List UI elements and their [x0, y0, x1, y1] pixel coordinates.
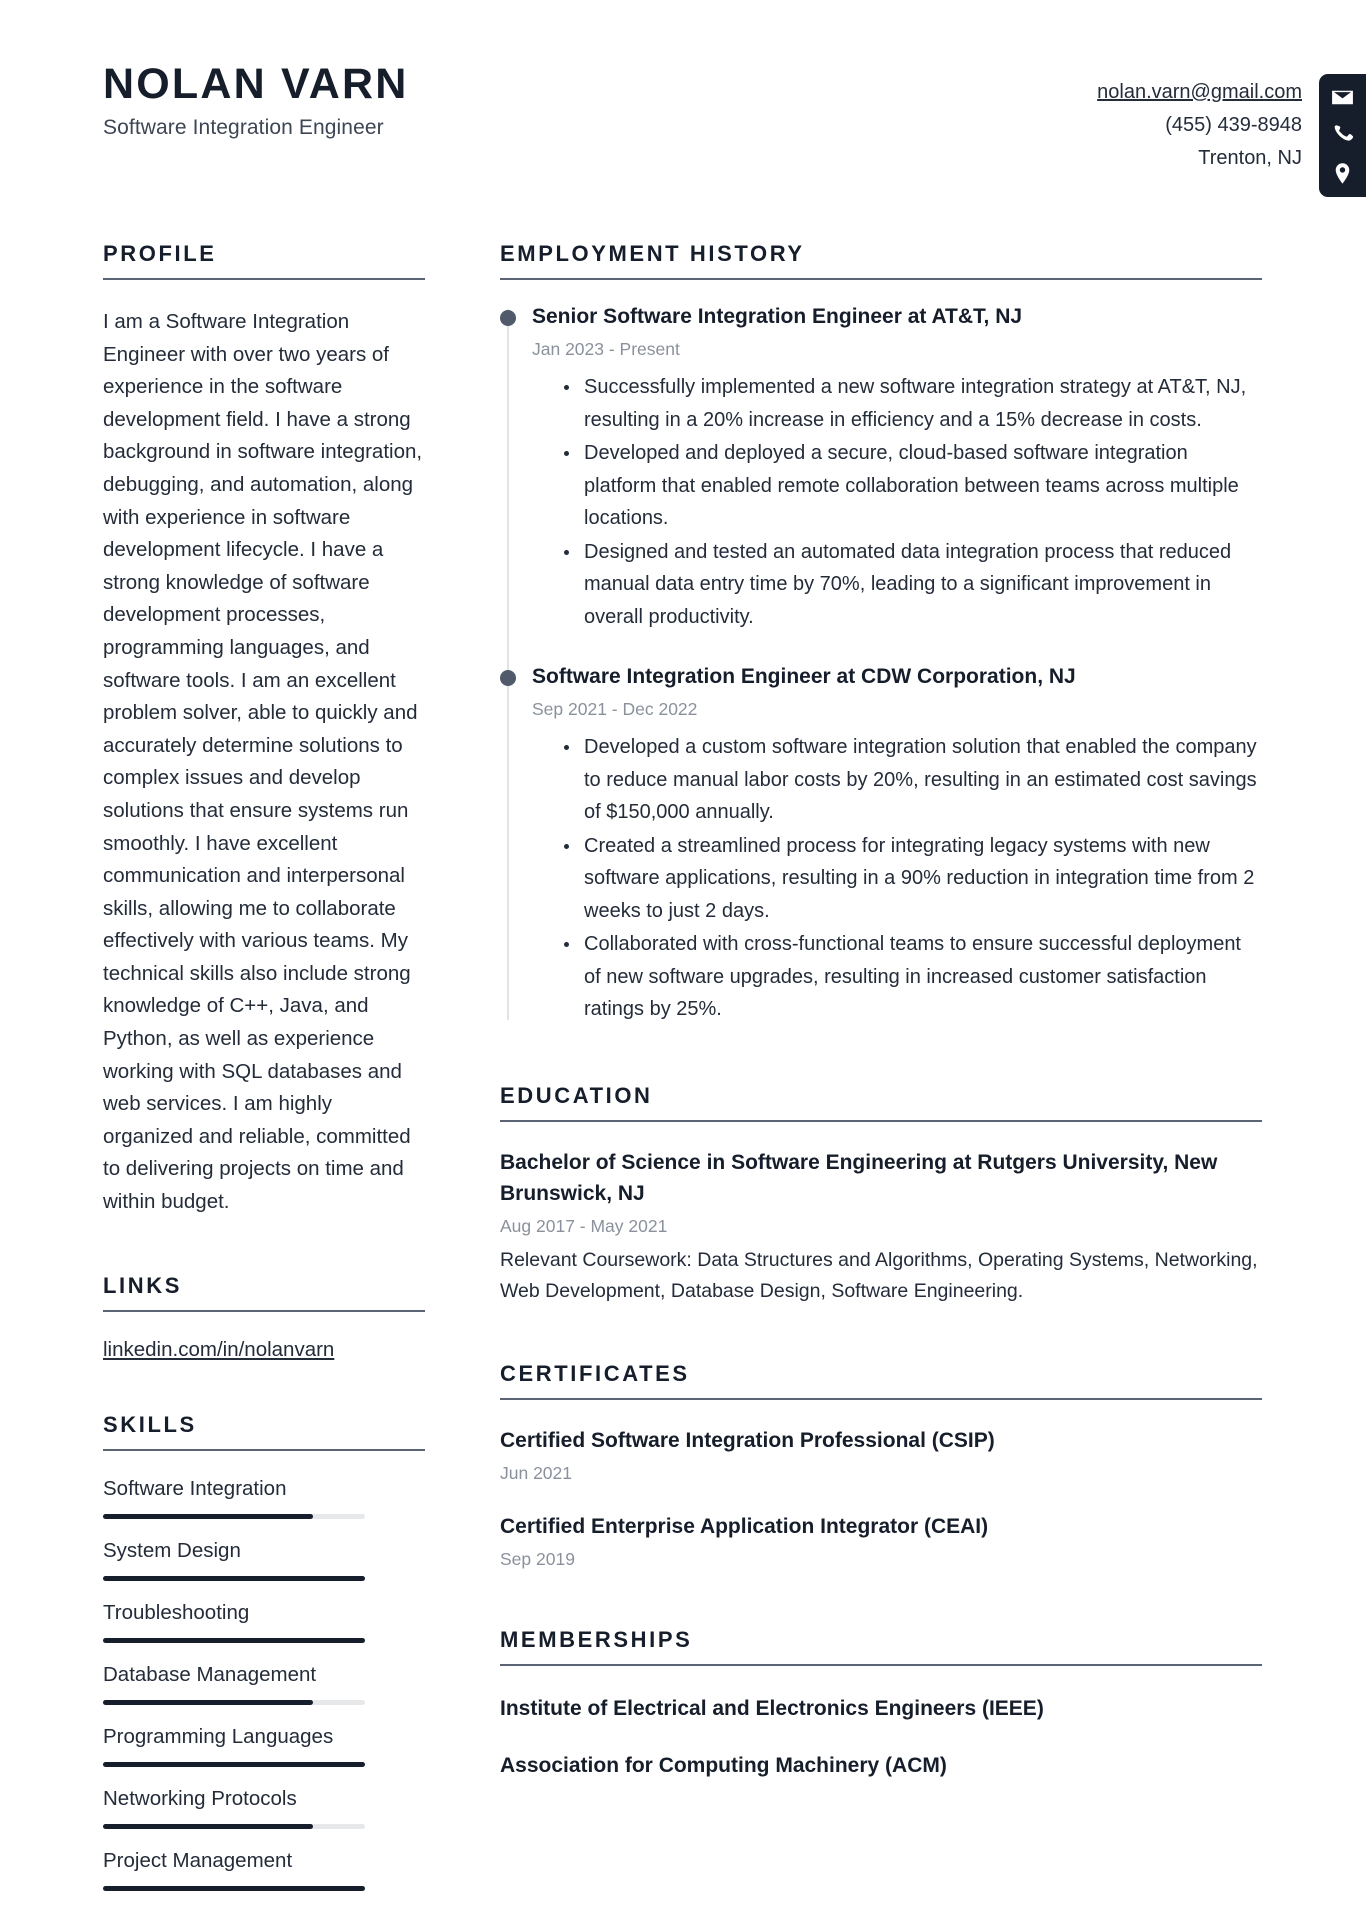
certificates-list: [500, 1425, 1262, 1571]
resume-body: [0, 241, 1366, 1909]
skill-level-track: [103, 1762, 365, 1767]
certificate-entry: [500, 1511, 1262, 1571]
job-bullet: Developed and deployed a secure, cloud-based software integration platform that enabled remote collaboration between teams across multiple locations.: [562, 437, 1262, 535]
employment-heading: EMPLOYMENT HISTORY: [500, 241, 805, 266]
memberships-list: [500, 1693, 1262, 1781]
education-dates: Aug 2017 - May 2021: [500, 1215, 668, 1236]
education-description: Relevant Coursework: Data Structures and Algorithms, Operating Systems, Networking, Web Development, Database Design, Software Engineering.: [500, 1248, 1258, 1302]
certificates-heading: CERTIFICATES: [500, 1360, 690, 1386]
membership-name: Institute of Electrical and Electronics Engineers (IEEE): [500, 1696, 1044, 1720]
certificate-name: Certified Enterprise Application Integrator (CEAI): [500, 1514, 989, 1538]
skill-level-fill: [103, 1514, 313, 1519]
skill-level-track: [103, 1576, 365, 1581]
skill-level-track: [103, 1638, 365, 1643]
location-pin-icon: [1330, 161, 1355, 186]
links-heading: LINKS: [103, 1272, 182, 1298]
link-linkedin[interactable]: linkedin.com/in/nolanvarn: [103, 1337, 335, 1361]
profile-heading: PROFILE: [103, 241, 217, 266]
timeline-line: [507, 309, 509, 1020]
job-bullet-list: [532, 731, 1262, 1026]
section-skills: [103, 1412, 425, 1891]
contact-details: [1097, 74, 1319, 175]
job-bullet: Developed a custom software integration solution that enabled the company to reduce manual labor costs by 20%, resulting in an estimated cost savings of $150,000 annually.: [562, 731, 1262, 829]
section-employment: [500, 241, 1262, 1026]
skill-level-track: [103, 1700, 365, 1705]
skill-row: [103, 1847, 425, 1891]
skill-level-fill: [103, 1762, 365, 1767]
contact-email[interactable]: nolan.varn@gmail.com: [1097, 81, 1302, 103]
job-dates: Jan 2023 - Present: [532, 339, 680, 359]
skill-level-track: [103, 1824, 365, 1829]
skill-name: Project Management: [103, 1848, 293, 1872]
job-bullet: Designed and tested an automated data integration process that reduced manual data entry time by 70%, leading to a significant improvement in overall productivity.: [562, 536, 1262, 634]
skill-name: System Design: [103, 1538, 241, 1562]
section-education: [500, 1083, 1262, 1307]
skill-level-track: [103, 1514, 365, 1519]
memberships-heading: MEMBERSHIPS: [500, 1626, 693, 1652]
membership-entry: [500, 1693, 1262, 1724]
left-column: [0, 241, 465, 1909]
contact-icon-bar: [1319, 74, 1366, 197]
certificate-date: Sep 2019: [500, 1548, 575, 1569]
employment-timeline: [500, 303, 1262, 1026]
skill-name: Software Integration: [103, 1476, 287, 1500]
job-entry: [532, 663, 1262, 1026]
skill-level-fill: [103, 1700, 313, 1705]
skill-name: Networking Protocols: [103, 1786, 297, 1810]
contact-block: [1097, 62, 1366, 197]
education-rule: [500, 1120, 1262, 1122]
skill-row: [103, 1599, 425, 1643]
section-links: [103, 1273, 425, 1362]
skill-name: Database Management: [103, 1662, 317, 1686]
candidate-name: NOLAN VARN: [103, 60, 409, 108]
employment-rule: [500, 278, 1262, 280]
certificate-name: Certified Software Integration Professional (CSIP): [500, 1428, 995, 1452]
skill-level-fill: [103, 1824, 313, 1829]
skill-level-fill: [103, 1638, 365, 1643]
certificate-date: Jun 2021: [500, 1462, 573, 1483]
right-column: [465, 241, 1366, 1909]
job-entry: [532, 303, 1262, 633]
skill-level-fill: [103, 1576, 365, 1581]
membership-entry: [500, 1750, 1262, 1781]
section-memberships: [500, 1627, 1262, 1781]
envelope-icon: [1330, 85, 1355, 110]
section-profile: [103, 241, 425, 1219]
education-heading: EDUCATION: [500, 1082, 653, 1108]
profile-rule: [103, 278, 425, 280]
skill-row: [103, 1723, 425, 1767]
contact-phone: (455) 439-8948: [1165, 114, 1302, 136]
skill-level-track: [103, 1886, 365, 1891]
profile-text: I am a Software Integration Engineer with over two years of experience in the software development field. I have a strong background in software integration, debugging, and automation, along with experience in software development lifecycle. I have a strong knowledge of software development processes, programming languages, and software tools. I am an excellent problem solver, able to quickly and accurately determine solutions to complex issues and develop solutions that ensure systems run smoothly. I have excellent communication and interpersonal skills, allowing me to collaborate effectively with various teams. My technical skills also include strong knowledge of C++, Java, and Python, as well as experience working with SQL databases and web services. I am highly organized and reliable, committed to delivering projects on time and within budget.: [103, 310, 423, 1214]
certificates-rule: [500, 1398, 1262, 1400]
certificate-entry: [500, 1425, 1262, 1485]
education-list: [500, 1147, 1262, 1307]
timeline-dot-icon: [500, 310, 516, 326]
jobs-list: [532, 303, 1262, 1026]
skill-row: [103, 1537, 425, 1581]
skill-row: [103, 1785, 425, 1829]
section-certificates: [500, 1361, 1262, 1571]
job-title: Senior Software Integration Engineer at AT&T, NJ: [532, 305, 1023, 328]
job-dates: Sep 2021 - Dec 2022: [532, 699, 698, 719]
skill-row: [103, 1661, 425, 1705]
membership-name: Association for Computing Machinery (ACM): [500, 1753, 947, 1777]
skill-name: Programming Languages: [103, 1724, 334, 1748]
resume-header: [0, 0, 1366, 197]
links-rule: [103, 1310, 425, 1312]
job-bullet: Collaborated with cross-functional teams to ensure successful deployment of new software upgrades, resulting in increased customer satisfaction ratings by 25%.: [562, 928, 1262, 1026]
skill-row: [103, 1475, 425, 1519]
job-bullet: Successfully implemented a new software integration strategy at AT&T, NJ, resulting in a 20% increase in efficiency and a 15% decrease in costs.: [562, 371, 1262, 436]
skills-heading: SKILLS: [103, 1411, 197, 1437]
phone-icon: [1330, 123, 1355, 148]
education-entry: [500, 1147, 1262, 1307]
education-degree: Bachelor of Science in Software Engineering at Rutgers University, New Brunswick, NJ: [500, 1150, 1218, 1205]
skill-level-fill: [103, 1886, 365, 1891]
skills-list: [103, 1475, 425, 1891]
memberships-rule: [500, 1664, 1262, 1666]
contact-location: Trenton, NJ: [1198, 147, 1302, 169]
skills-rule: [103, 1449, 425, 1451]
job-bullet: Created a streamlined process for integrating legacy systems with new software applications, resulting in a 90% reduction in integration time from 2 weeks to just 2 days.: [562, 830, 1262, 928]
skill-name: Troubleshooting: [103, 1600, 250, 1624]
job-bullet-list: [532, 371, 1262, 633]
timeline-dot-icon: [500, 670, 516, 686]
header-identity: [0, 62, 408, 140]
candidate-job-title: Software Integration Engineer: [103, 116, 384, 140]
job-title: Software Integration Engineer at CDW Corporation, NJ: [532, 665, 1076, 688]
